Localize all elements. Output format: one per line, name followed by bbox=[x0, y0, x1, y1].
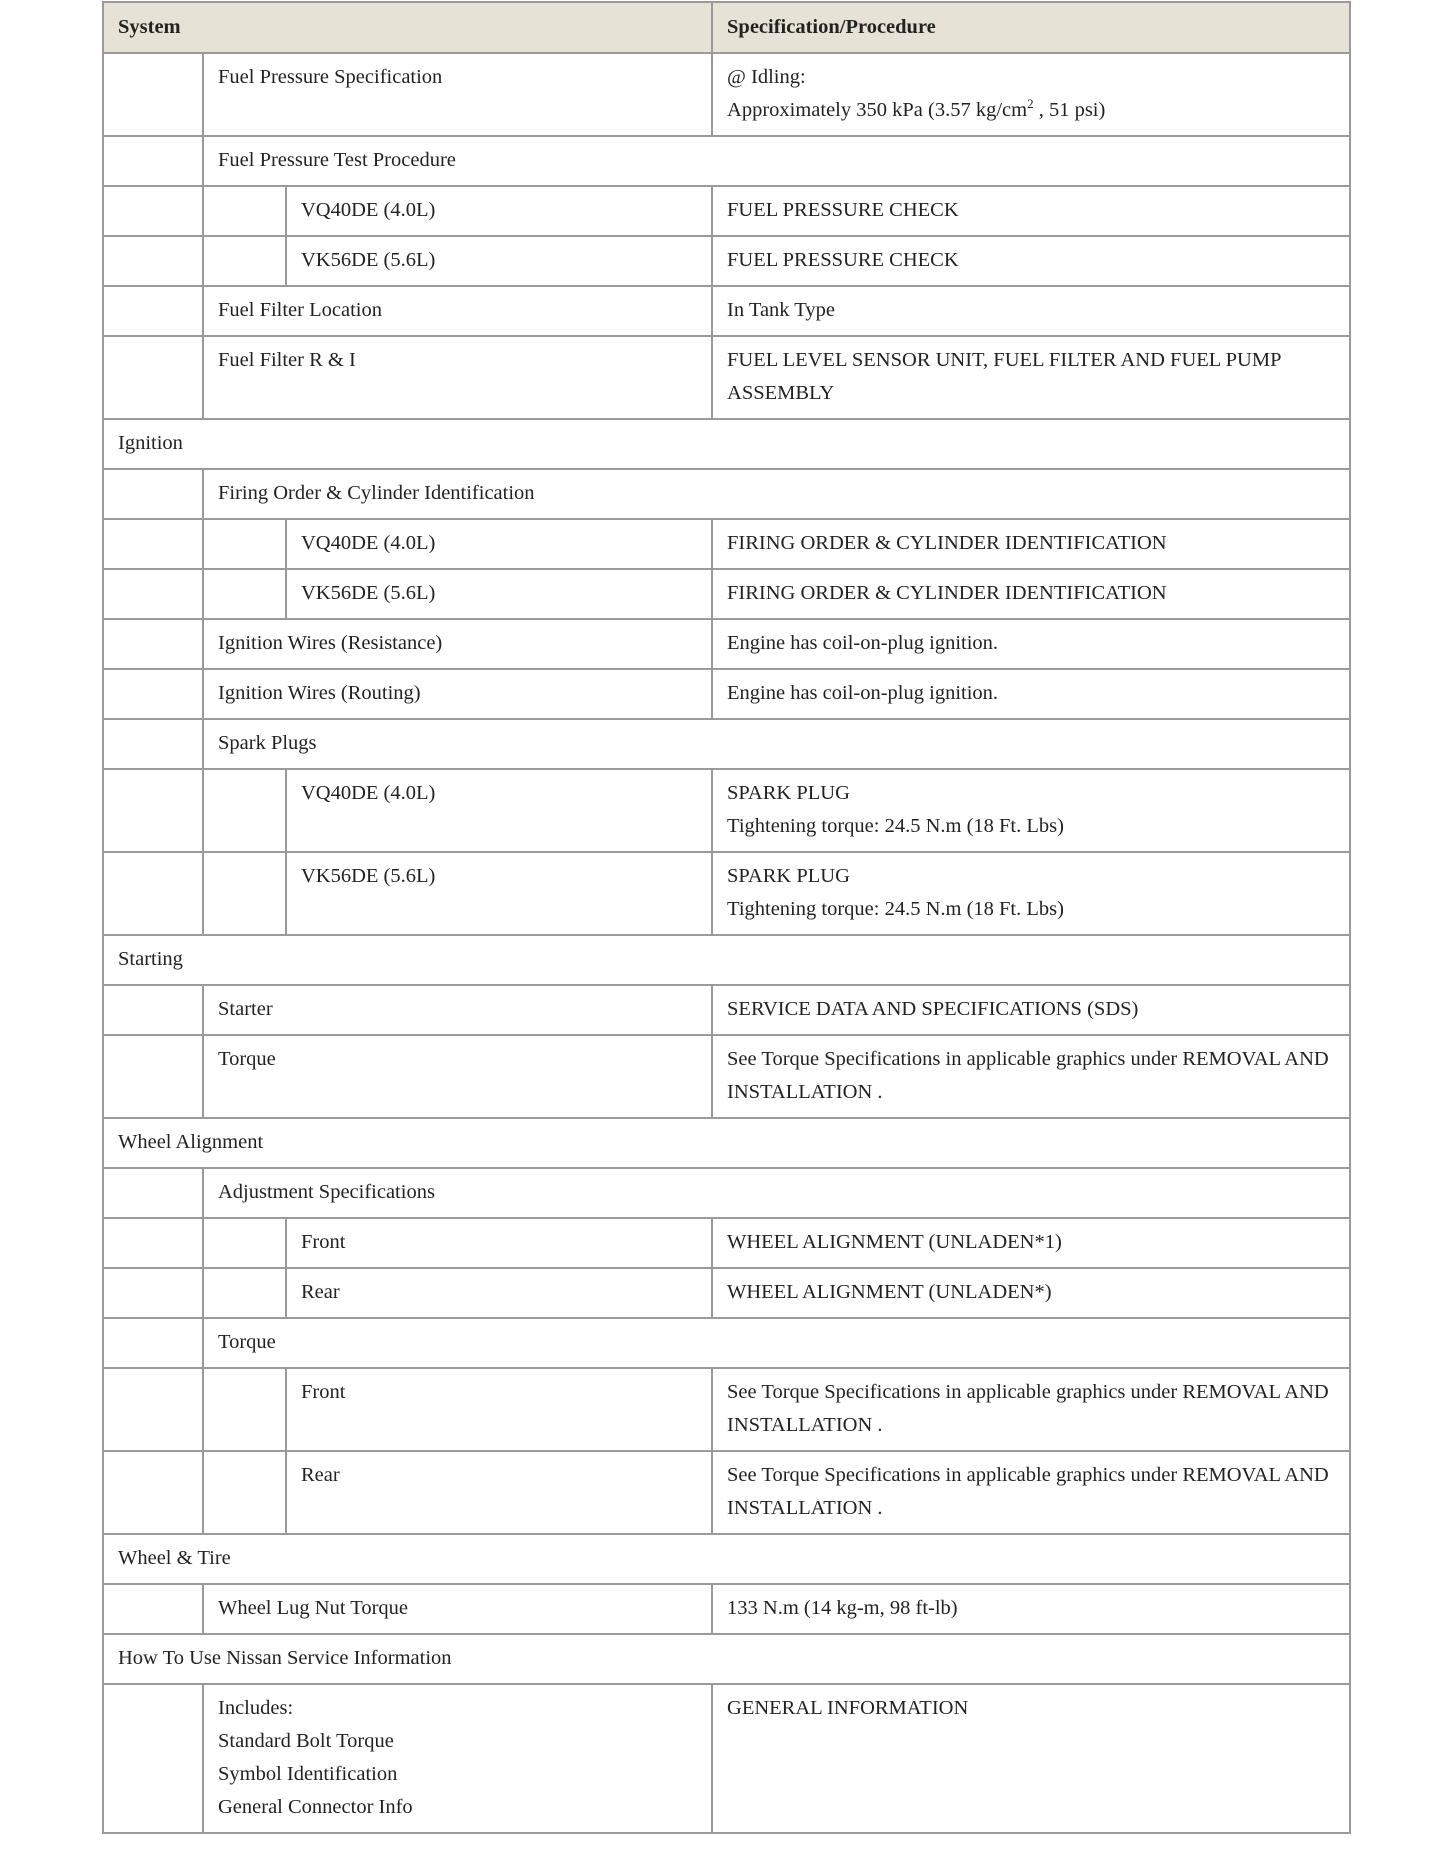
item-label bbox=[203, 985, 712, 1035]
value-line: 133 N.m (14 kg-m, 98 ft-lb) bbox=[727, 1597, 958, 1619]
spec-value bbox=[712, 53, 1350, 136]
value-line: FIRING ORDER & CYLINDER IDENTIFICATION bbox=[727, 582, 1167, 604]
value-text: Approximately 350 kPa (3.57 kg/cm bbox=[727, 99, 1028, 121]
value-line: FUEL PRESSURE CHECK bbox=[727, 249, 959, 271]
column-header-system: System bbox=[103, 2, 712, 53]
table-row bbox=[103, 669, 1350, 719]
label-line: Rear bbox=[301, 1281, 340, 1303]
label-line: Front bbox=[301, 1231, 346, 1253]
label-line: Fuel Filter Location bbox=[218, 299, 382, 321]
item-label bbox=[203, 669, 712, 719]
label-line: Rear bbox=[301, 1464, 340, 1486]
table-row bbox=[103, 1318, 1350, 1368]
label-line: General Connector Info bbox=[218, 1796, 413, 1818]
label-line: VQ40DE (4.0L) bbox=[301, 199, 436, 221]
item-label bbox=[203, 53, 712, 136]
indent-cell bbox=[203, 186, 286, 236]
table-row bbox=[103, 1684, 1350, 1833]
label-line: Wheel & Tire bbox=[118, 1547, 231, 1569]
superscript: 2 bbox=[1027, 96, 1034, 112]
indent-cell bbox=[203, 519, 286, 569]
indent-cell bbox=[103, 53, 203, 136]
table-row bbox=[103, 1218, 1350, 1268]
item-label bbox=[203, 1035, 712, 1118]
table-row bbox=[103, 985, 1350, 1035]
indent-cell bbox=[103, 1168, 203, 1218]
value-line: @ Idling: bbox=[727, 66, 806, 88]
table-row bbox=[103, 569, 1350, 619]
indent-cell bbox=[103, 1218, 203, 1268]
indent-cell bbox=[103, 1368, 203, 1451]
indent-cell bbox=[103, 469, 203, 519]
table-row bbox=[103, 336, 1350, 419]
label-line: Includes: bbox=[218, 1697, 294, 1719]
table-row bbox=[103, 1168, 1350, 1218]
section-row bbox=[103, 1634, 1350, 1684]
indent-cell bbox=[103, 236, 203, 286]
indent-cell bbox=[203, 1268, 286, 1318]
indent-cell bbox=[203, 769, 286, 852]
table-row bbox=[103, 719, 1350, 769]
table-row bbox=[103, 136, 1350, 186]
label-line: Ignition Wires (Routing) bbox=[218, 682, 421, 704]
indent-cell bbox=[103, 1684, 203, 1833]
indent-cell bbox=[103, 1451, 203, 1534]
indent-cell bbox=[203, 236, 286, 286]
item-label bbox=[286, 1268, 712, 1318]
label-line: Adjustment Specifications bbox=[218, 1181, 435, 1203]
item-label bbox=[286, 519, 712, 569]
spec-value bbox=[712, 769, 1350, 852]
spec-value bbox=[712, 569, 1350, 619]
spec-value bbox=[712, 1268, 1350, 1318]
value-line: See Torque Specifications in applicable graphics under REMOVAL AND INSTALLATION . bbox=[727, 1048, 1329, 1103]
spec-value bbox=[712, 1035, 1350, 1118]
spec-value bbox=[712, 669, 1350, 719]
value-line: See Torque Specifications in applicable graphics under REMOVAL AND INSTALLATION . bbox=[727, 1464, 1329, 1519]
value-line: Engine has coil-on-plug ignition. bbox=[727, 632, 999, 654]
indent-cell bbox=[203, 1368, 286, 1451]
indent-cell bbox=[103, 985, 203, 1035]
spec-value bbox=[712, 186, 1350, 236]
item-label bbox=[203, 136, 1350, 186]
indent-cell bbox=[103, 336, 203, 419]
label-line: Torque bbox=[218, 1048, 276, 1070]
label-line: VK56DE (5.6L) bbox=[301, 865, 436, 887]
item-label bbox=[203, 336, 712, 419]
item-label bbox=[286, 236, 712, 286]
item-label bbox=[286, 186, 712, 236]
section-label bbox=[103, 1634, 1350, 1684]
section-label bbox=[103, 1118, 1350, 1168]
spec-value bbox=[712, 286, 1350, 336]
value-line: In Tank Type bbox=[727, 299, 835, 321]
label-line: Ignition bbox=[118, 432, 183, 454]
label-line: Spark Plugs bbox=[218, 732, 317, 754]
value-line bbox=[727, 94, 1335, 127]
spec-value bbox=[712, 1368, 1350, 1451]
section-row bbox=[103, 1118, 1350, 1168]
value-line: FUEL LEVEL SENSOR UNIT, FUEL FILTER AND FUEL PUMP ASSEMBLY bbox=[727, 349, 1281, 404]
section-label bbox=[103, 935, 1350, 985]
item-label bbox=[203, 1684, 712, 1833]
table-header-row bbox=[103, 2, 1350, 53]
indent-cell bbox=[103, 519, 203, 569]
label-line: Fuel Filter R & I bbox=[218, 349, 356, 371]
spec-value bbox=[712, 619, 1350, 669]
table-row bbox=[103, 469, 1350, 519]
spec-value bbox=[712, 1451, 1350, 1534]
table-row bbox=[103, 1268, 1350, 1318]
item-label bbox=[286, 769, 712, 852]
value-line: FUEL PRESSURE CHECK bbox=[727, 199, 959, 221]
table-row bbox=[103, 619, 1350, 669]
table-row bbox=[103, 236, 1350, 286]
table-row bbox=[103, 286, 1350, 336]
value-line: WHEEL ALIGNMENT (UNLADEN*1) bbox=[727, 1231, 1062, 1253]
value-line: Tightening torque: 24.5 N.m (18 Ft. Lbs) bbox=[727, 898, 1064, 920]
label-line: Standard Bolt Torque bbox=[218, 1730, 394, 1752]
value-line: FIRING ORDER & CYLINDER IDENTIFICATION bbox=[727, 532, 1167, 554]
label-line: Starting bbox=[118, 948, 183, 970]
table-row bbox=[103, 1035, 1350, 1118]
section-row bbox=[103, 1534, 1350, 1584]
item-label bbox=[203, 1168, 1350, 1218]
table-row bbox=[103, 186, 1350, 236]
spec-value bbox=[712, 336, 1350, 419]
table-row bbox=[103, 1584, 1350, 1634]
label-line: Starter bbox=[218, 998, 273, 1020]
label-line: VK56DE (5.6L) bbox=[301, 249, 436, 271]
value-line: GENERAL INFORMATION bbox=[727, 1697, 969, 1719]
value-line: SERVICE DATA AND SPECIFICATIONS (SDS) bbox=[727, 998, 1139, 1020]
item-label bbox=[203, 1318, 1350, 1368]
value-line: Engine has coil-on-plug ignition. bbox=[727, 682, 999, 704]
indent-cell bbox=[103, 852, 203, 935]
indent-cell bbox=[103, 569, 203, 619]
label-line: Torque bbox=[218, 1331, 276, 1353]
spec-value bbox=[712, 236, 1350, 286]
label-line: How To Use Nissan Service Information bbox=[118, 1647, 452, 1669]
table-row bbox=[103, 1368, 1350, 1451]
spec-value bbox=[712, 852, 1350, 935]
item-label bbox=[203, 469, 1350, 519]
table-row bbox=[103, 769, 1350, 852]
spec-value bbox=[712, 1684, 1350, 1833]
item-label bbox=[203, 619, 712, 669]
indent-cell bbox=[103, 619, 203, 669]
indent-cell bbox=[103, 1035, 203, 1118]
value-line: WHEEL ALIGNMENT (UNLADEN*) bbox=[727, 1281, 1052, 1303]
indent-cell bbox=[103, 1318, 203, 1368]
spec-table bbox=[102, 1, 1351, 1834]
spec-value bbox=[712, 985, 1350, 1035]
value-line: SPARK PLUG bbox=[727, 865, 850, 887]
section-row bbox=[103, 935, 1350, 985]
indent-cell bbox=[103, 1268, 203, 1318]
label-line: Front bbox=[301, 1381, 346, 1403]
item-label bbox=[286, 852, 712, 935]
spec-value bbox=[712, 1584, 1350, 1634]
label-line: VQ40DE (4.0L) bbox=[301, 532, 436, 554]
table-body bbox=[103, 53, 1350, 1833]
item-label bbox=[286, 1451, 712, 1534]
indent-cell bbox=[203, 1218, 286, 1268]
indent-cell bbox=[203, 569, 286, 619]
value-text: , 51 psi) bbox=[1033, 99, 1106, 121]
indent-cell bbox=[103, 1584, 203, 1634]
item-label bbox=[286, 569, 712, 619]
item-label bbox=[203, 1584, 712, 1634]
indent-cell bbox=[203, 852, 286, 935]
spec-value bbox=[712, 1218, 1350, 1268]
item-label bbox=[203, 286, 712, 336]
label-line: Ignition Wires (Resistance) bbox=[218, 632, 443, 654]
label-line: Fuel Pressure Specification bbox=[218, 66, 443, 88]
label-line: Wheel Alignment bbox=[118, 1131, 264, 1153]
indent-cell bbox=[103, 186, 203, 236]
item-label bbox=[286, 1218, 712, 1268]
section-label bbox=[103, 1534, 1350, 1584]
label-line: VQ40DE (4.0L) bbox=[301, 782, 436, 804]
section-row bbox=[103, 419, 1350, 469]
label-line: Firing Order & Cylinder Identification bbox=[218, 482, 535, 504]
table-row bbox=[103, 1451, 1350, 1534]
value-line: SPARK PLUG bbox=[727, 782, 850, 804]
table-row bbox=[103, 852, 1350, 935]
column-header-spec: Specification/Procedure bbox=[712, 2, 1350, 53]
indent-cell bbox=[103, 719, 203, 769]
indent-cell bbox=[203, 1451, 286, 1534]
item-label bbox=[203, 719, 1350, 769]
item-label bbox=[286, 1368, 712, 1451]
indent-cell bbox=[103, 769, 203, 852]
value-line: See Torque Specifications in applicable graphics under REMOVAL AND INSTALLATION . bbox=[727, 1381, 1329, 1436]
value-line: Tightening torque: 24.5 N.m (18 Ft. Lbs) bbox=[727, 815, 1064, 837]
indent-cell bbox=[103, 286, 203, 336]
spec-value bbox=[712, 519, 1350, 569]
indent-cell bbox=[103, 669, 203, 719]
indent-cell bbox=[103, 136, 203, 186]
label-line: Symbol Identification bbox=[218, 1763, 398, 1785]
label-line: Fuel Pressure Test Procedure bbox=[218, 149, 456, 171]
label-line: VK56DE (5.6L) bbox=[301, 582, 436, 604]
label-line: Wheel Lug Nut Torque bbox=[218, 1597, 409, 1619]
table-row bbox=[103, 53, 1350, 136]
table-row bbox=[103, 519, 1350, 569]
section-label bbox=[103, 419, 1350, 469]
